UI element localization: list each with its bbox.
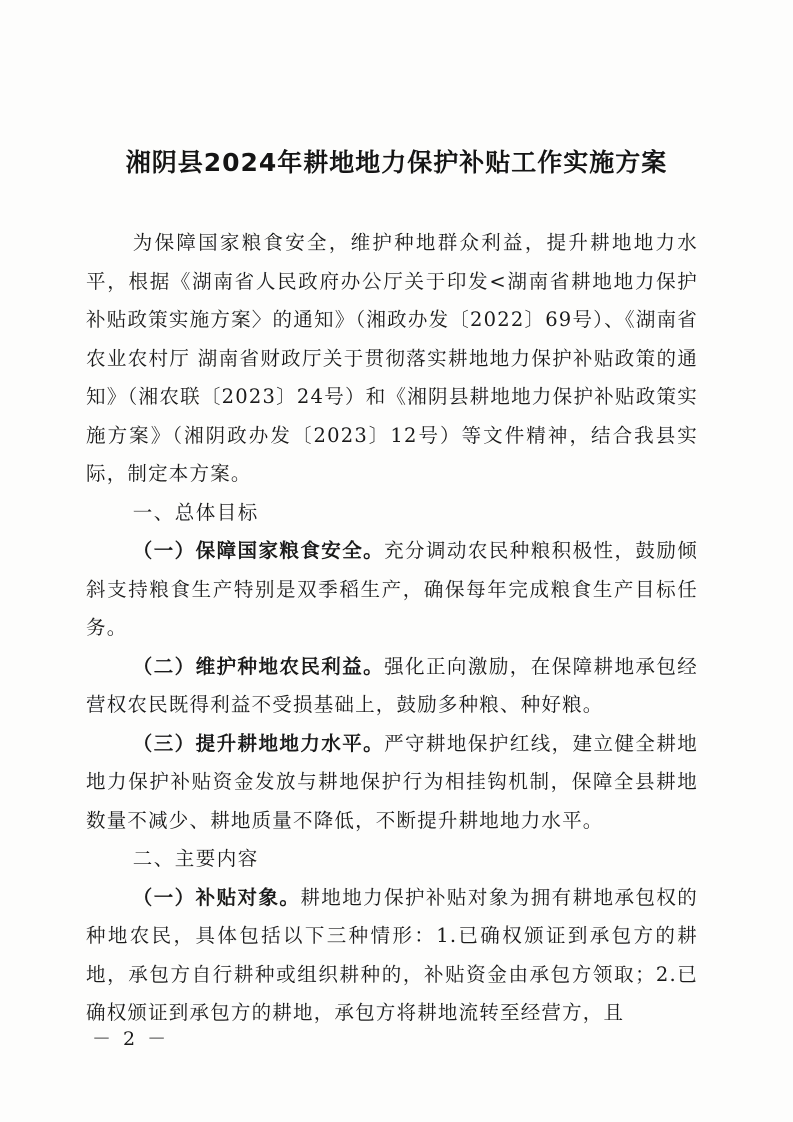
paragraph-text: 强化正向激励，在保障耕地承包经营权农民既得利益不受损基础上，鼓励多种粮、种好粮。 — [86, 654, 698, 716]
paragraph-lead: （一）保障国家粮食安全。 — [132, 539, 385, 562]
paragraph-lead: （二）维护种地农民利益。 — [132, 654, 385, 678]
paragraph — [86, 532, 698, 648]
paragraph-lead: （一）补贴对象。 — [132, 885, 301, 909]
page-number: － 2 － — [92, 1028, 170, 1050]
paragraph — [86, 725, 698, 841]
paragraph-text: 耕地地力保护补贴对象为拥有耕地承包权的种地农民，具体包括以下三种情形：1.已确权颁证到承包方的耕地，承包方自行耕种或组织耕种的，补贴资金由承包方领取；2.已确权颁证到承包方的耕地，承包方将耕地流转至经营方，且 — [86, 885, 698, 1024]
section-heading-1: 一、总体目标 — [132, 500, 259, 524]
paragraph-lead: （三）提升耕地地力水平。 — [132, 731, 385, 755]
paragraph-text: 充分调动农民种粮积极性，鼓励倾斜支持粮食生产特别是双季稻生产，确保每年完成粮食生产目标任务。 — [86, 539, 698, 639]
paragraph — [86, 879, 698, 1033]
paragraph — [86, 648, 698, 725]
document-body — [86, 224, 698, 1033]
intro-paragraph: 为保障国家粮食安全，维护种地群众利益，提升耕地地力水平，根据《湖南省人民政府办公厅关于印发<湖南省耕地地力保护补贴政策实施方案〉的通知》（湘政办发〔2022〕69号）、《湖南省农业农村厅 湖南省财政厅关于贯彻落实耕地地力保护补贴政策的通知》（湘农联〔2023〕24号）和《湘阴县耕地地力保护补贴政策实施方案》（湘阴政办发〔2023〕12号）等文件精神，结合我县实际，制定本方案。 — [86, 231, 698, 485]
paragraph-text: 严守耕地保护红线，建立健全耕地地力保护补贴资金发放与耕地保护行为相挂钩机制，保障全县耕地数量不减少、耕地质量不降低，不断提升耕地地力水平。 — [86, 731, 698, 832]
section-heading-2: 二、主要内容 — [132, 847, 259, 870]
document-title: 湘阴县2024年耕地地力保护补贴工作实施方案 — [125, 148, 668, 177]
